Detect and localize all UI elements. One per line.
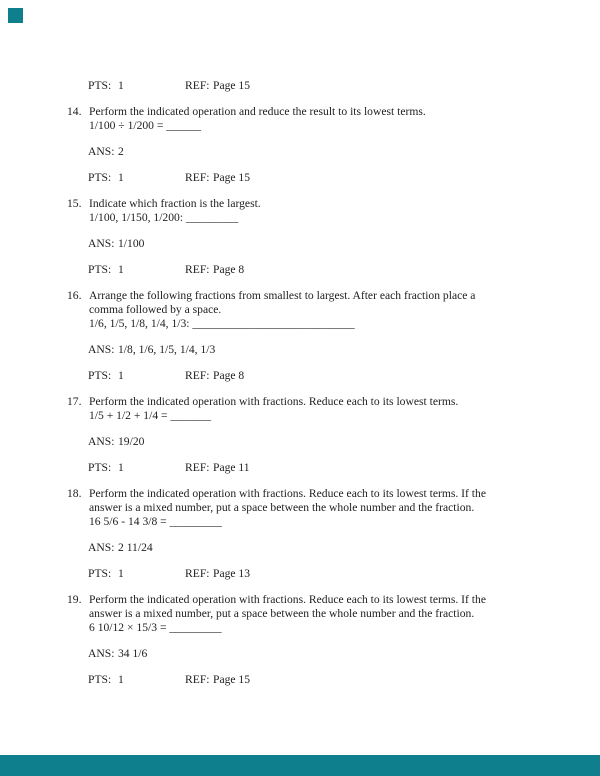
- question-prompt-line: Perform the indicated operation with fractions. Reduce each to its lowest terms. If the: [89, 593, 486, 606]
- ref-label: REF:: [185, 263, 210, 276]
- ref-value: Page 8: [213, 369, 245, 382]
- question-prompt-line: Perform the indicated operation with fractions. Reduce each to its lowest terms. If the: [89, 487, 486, 500]
- meta-row: [88, 567, 558, 581]
- ref-label: REF:: [185, 79, 210, 92]
- question-prompt-line: Indicate which fraction is the largest.: [89, 197, 261, 210]
- question-number: 17.: [67, 395, 82, 408]
- ans-label: ANS:: [88, 237, 115, 250]
- question-number: 19.: [67, 593, 82, 606]
- question-14: [67, 105, 558, 133]
- answer-row: [88, 541, 558, 555]
- ref-value: Page 11: [213, 461, 250, 474]
- question-18: [67, 487, 558, 529]
- question-expression: 1/100 ÷ 1/200 = ______: [89, 119, 202, 132]
- meta-row: [88, 79, 558, 93]
- question-number: 16.: [67, 289, 82, 302]
- ref-value: Page 8: [213, 263, 245, 276]
- ans-value: 1/8, 1/6, 1/5, 1/4, 1/3: [118, 343, 216, 356]
- ans-value: 2: [118, 145, 124, 158]
- question-expression: 1/6, 1/5, 1/8, 1/4, 1/3: ____________________________: [89, 317, 355, 330]
- answer-row: [88, 343, 558, 357]
- ans-label: ANS:: [88, 343, 115, 356]
- question-17: [67, 395, 558, 423]
- question-number: 18.: [67, 487, 82, 500]
- question-number: 14.: [67, 105, 82, 118]
- corner-marker: [8, 8, 23, 23]
- question-prompt-line: Perform the indicated operation and reduce the result to its lowest terms.: [89, 105, 426, 118]
- question-expression: 6 10/12 × 15/3 = _________: [89, 621, 222, 634]
- question-19: [67, 593, 558, 635]
- pts-label: PTS:: [88, 673, 112, 686]
- ref-value: Page 15: [213, 79, 251, 92]
- answer-row: [88, 647, 558, 661]
- question-prompt-line: answer is a mixed number, put a space between the whole number and the fraction.: [89, 501, 475, 514]
- ans-value: 2 11/24: [118, 541, 153, 554]
- question-15: [67, 197, 558, 225]
- ref-value: Page 15: [213, 171, 251, 184]
- question-expression: 1/5 + 1/2 + 1/4 = _______: [89, 409, 212, 422]
- question-prompt-line: Arrange the following fractions from smallest to largest. After each fraction place a: [89, 289, 476, 302]
- answer-row: [88, 435, 558, 449]
- question-16: [67, 289, 558, 331]
- ref-label: REF:: [185, 369, 210, 382]
- ans-label: ANS:: [88, 435, 115, 448]
- pts-value: 1: [118, 673, 124, 686]
- ans-value: 34 1/6: [118, 647, 148, 660]
- page-content: [67, 79, 558, 699]
- ans-value: 19/20: [118, 435, 145, 448]
- ref-value: Page 15: [213, 673, 251, 686]
- ans-label: ANS:: [88, 647, 115, 660]
- footer-bar: [0, 755, 600, 776]
- ans-label: ANS:: [88, 145, 115, 158]
- pts-label: PTS:: [88, 79, 112, 92]
- pts-label: PTS:: [88, 461, 112, 474]
- ref-label: REF:: [185, 461, 210, 474]
- pts-label: PTS:: [88, 171, 112, 184]
- question-expression: 16 5/6 - 14 3/8 = _________: [89, 515, 222, 528]
- meta-row: [88, 171, 558, 185]
- pts-value: 1: [118, 263, 124, 276]
- question-prompt-line: answer is a mixed number, put a space between the whole number and the fraction.: [89, 607, 475, 620]
- ref-label: REF:: [185, 673, 210, 686]
- answer-row: [88, 237, 558, 251]
- question-prompt-line: Perform the indicated operation with fractions. Reduce each to its lowest terms.: [89, 395, 459, 408]
- pts-value: 1: [118, 461, 124, 474]
- meta-row: [88, 369, 558, 383]
- pts-value: 1: [118, 171, 124, 184]
- meta-row: [88, 461, 558, 475]
- question-expression: 1/100, 1/150, 1/200: _________: [89, 211, 239, 224]
- ref-label: REF:: [185, 567, 210, 580]
- pts-value: 1: [118, 567, 124, 580]
- ref-value: Page 13: [213, 567, 251, 580]
- pts-label: PTS:: [88, 369, 112, 382]
- ans-value: 1/100: [118, 237, 145, 250]
- meta-row: [88, 673, 558, 687]
- pts-label: PTS:: [88, 263, 112, 276]
- meta-row: [88, 263, 558, 277]
- question-prompt-line: comma followed by a space.: [89, 303, 222, 316]
- answer-row: [88, 145, 558, 159]
- pts-value: 1: [118, 79, 124, 92]
- question-number: 15.: [67, 197, 82, 210]
- ans-label: ANS:: [88, 541, 115, 554]
- pts-label: PTS:: [88, 567, 112, 580]
- pts-value: 1: [118, 369, 124, 382]
- ref-label: REF:: [185, 171, 210, 184]
